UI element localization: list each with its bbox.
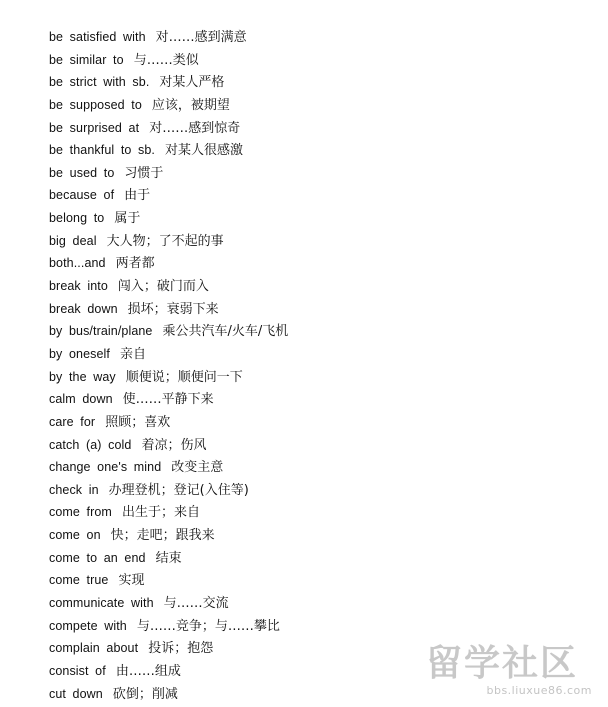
phrase-english: be supposed to: [49, 97, 142, 112]
phrase-chinese: 改变主意: [171, 460, 224, 476]
phrase-chinese: 使……平静下来: [122, 392, 214, 408]
phrase-chinese: 对……感到惊奇: [149, 120, 241, 136]
phrase-entry: [49, 524, 288, 547]
phrase-english: because of: [49, 188, 115, 203]
phrase-entry: [49, 501, 288, 524]
phrase-chinese: 对某人严格: [159, 75, 225, 91]
phrase-english: communicate with: [49, 596, 154, 611]
phrase-english: by the way: [49, 369, 116, 384]
phrase-english: be strict with sb.: [49, 75, 150, 90]
phrase-english: come on: [49, 528, 101, 543]
phrase-chinese: 砍倒；削减: [112, 686, 178, 702]
phrase-entry: [49, 117, 288, 140]
phrase-english: calm down: [49, 392, 113, 407]
phrase-entry: [49, 252, 288, 275]
phrase-english: break into: [49, 279, 108, 294]
phrase-entry: [49, 615, 288, 638]
phrase-english: catch (a) cold: [49, 437, 132, 452]
phrase-chinese: 结束: [155, 550, 182, 566]
phrase-chinese: 大人物；了不起的事: [106, 233, 224, 249]
phrase-english: check in: [49, 482, 99, 497]
phrase-chinese: 习惯于: [124, 165, 164, 181]
phrase-english: be thankful to sb.: [49, 143, 156, 158]
phrase-chinese: 出生于；来自: [121, 505, 200, 521]
phrase-chinese: 亲自: [119, 346, 146, 362]
watermark: [426, 635, 596, 697]
phrase-english: come from: [49, 505, 112, 520]
phrase-english: consist of: [49, 663, 106, 678]
phrase-chinese: 由于: [124, 188, 151, 204]
phrase-entry: [49, 547, 288, 570]
phrase-entry: [49, 139, 288, 162]
phrase-english: be satisfied with: [49, 30, 146, 44]
phrase-chinese: 对某人很感激: [165, 143, 244, 159]
phrase-chinese: 应该，被期望: [151, 97, 230, 113]
phrase-entry: [49, 592, 288, 615]
phrase-english: belong to: [49, 211, 105, 226]
phrase-entry: [49, 411, 288, 434]
phrase-chinese: 两者都: [115, 256, 155, 272]
phrase-english: care for: [49, 414, 96, 429]
phrase-chinese: 闯入；破门而入: [117, 279, 209, 295]
phrase-entry: [49, 434, 288, 457]
phrase-entry: [49, 298, 288, 321]
phrase-english: complain about: [49, 641, 139, 656]
phrase-english: cut down: [49, 686, 103, 701]
phrase-entry: [49, 343, 288, 366]
phrase-chinese: 与……交流: [163, 596, 229, 612]
phrase-chinese: 乘公共汽车/火车/飞机: [162, 324, 289, 340]
phrase-chinese: 顺便说；顺便问一下: [125, 369, 243, 385]
phrase-entry: [49, 71, 288, 94]
phrase-entry: [49, 388, 288, 411]
phrase-english: both...and: [49, 256, 106, 271]
watermark-logo: 留学社区: [426, 643, 579, 684]
phrase-chinese: 实现: [118, 573, 145, 589]
phrase-english: come true: [49, 573, 109, 588]
phrase-english: compete with: [49, 618, 127, 633]
phrase-entry: [49, 94, 288, 117]
watermark-url: bbs.liuxue86.com: [486, 684, 592, 697]
phrase-english: by oneself: [49, 346, 110, 361]
phrase-chinese: 由……组成: [115, 663, 181, 679]
phrase-entry: [49, 366, 288, 389]
phrase-english: be used to: [49, 165, 115, 180]
phrase-entry: [49, 162, 288, 185]
phrase-english: break down: [49, 301, 118, 316]
phrase-chinese: 办理登机；登记(入住等): [108, 482, 249, 498]
phrase-entry: [49, 456, 288, 479]
phrase-english: by bus/train/plane: [49, 324, 153, 339]
phrase-english: big deal: [49, 233, 97, 248]
phrase-chinese: 属于: [114, 211, 141, 227]
phrase-english: be similar to: [49, 52, 124, 67]
phrase-chinese: 损坏；衰弱下来: [127, 301, 219, 317]
phrase-entry: [49, 49, 288, 72]
phrase-chinese: 对……感到满意: [155, 30, 247, 45]
phrase-chinese: 照顾；喜欢: [105, 414, 171, 430]
phrase-english: change one's mind: [49, 460, 162, 475]
phrase-english: come to an end: [49, 550, 146, 565]
phrase-list: [49, 26, 288, 705]
phrase-chinese: 与……竞争；与……攀比: [136, 618, 280, 634]
phrase-entry: [49, 230, 288, 253]
phrase-entry: [49, 479, 288, 502]
phrase-chinese: 与……类似: [133, 52, 199, 68]
phrase-chinese: 快；走吧；跟我来: [110, 528, 215, 544]
phrase-entry: [49, 660, 288, 683]
phrase-entry: [49, 569, 288, 592]
phrase-entry: [49, 637, 288, 660]
phrase-english: be surprised at: [49, 120, 140, 135]
phrase-entry: [49, 207, 288, 230]
phrase-chinese: 投诉；抱怨: [148, 641, 214, 657]
phrase-chinese: 着凉；伤风: [141, 437, 207, 453]
phrase-entry: [49, 320, 288, 343]
phrase-entry: [49, 184, 288, 207]
phrase-entry: [49, 26, 288, 49]
phrase-entry: [49, 275, 288, 298]
phrase-entry: [49, 683, 288, 706]
